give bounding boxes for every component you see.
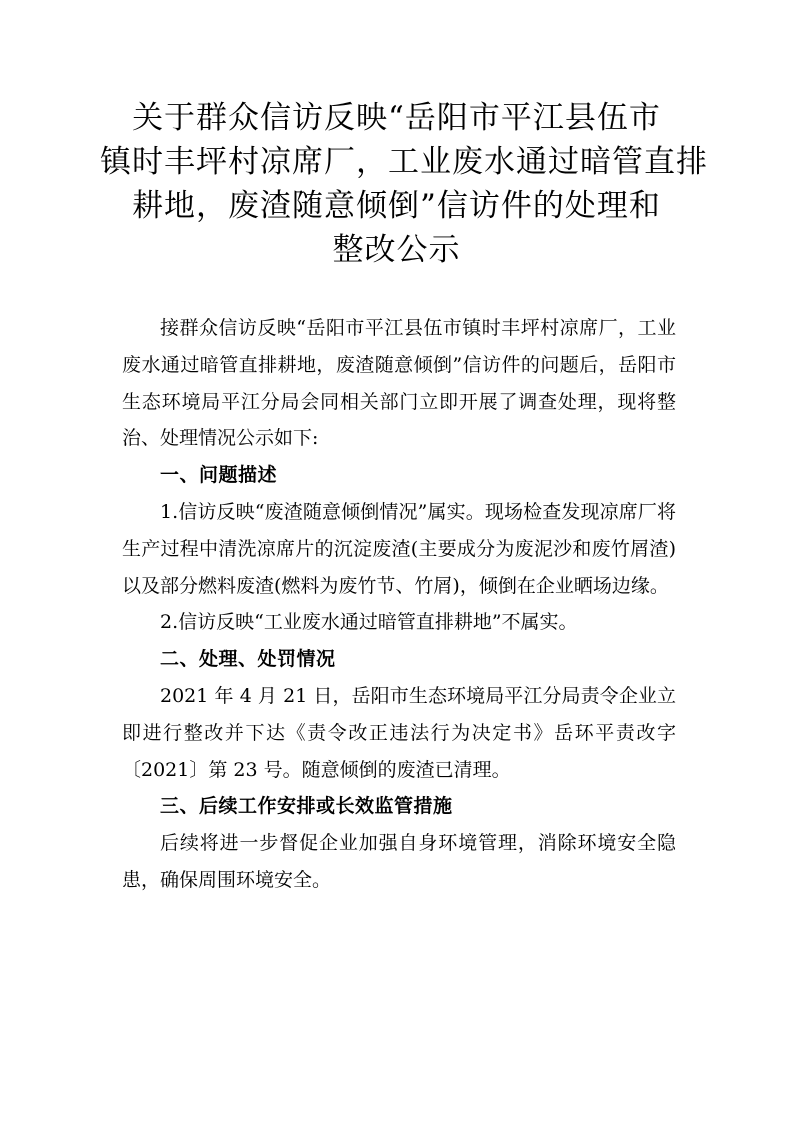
section-paragraph: 2.信访反映“工业废水通过暗管直排耕地”不属实。 — [160, 611, 578, 634]
section-heading-followup: 三、后续工作安排或长效监管措施 — [160, 795, 453, 818]
document-body — [122, 310, 676, 899]
section-heading-penalty: 二、处理、处罚情况 — [160, 648, 336, 671]
document-title — [100, 96, 708, 272]
title-line: 整改公示 — [332, 232, 461, 268]
title-line: 耕地，废渣随意倾倒”信访件的处理和 — [132, 188, 661, 224]
section-heading-problem: 一、问题描述 — [160, 464, 278, 487]
section-paragraph: 1.信访反映“废渣随意倾倒情况”属实。现场检查发现凉席厂将生产过程中清洗凉席片的沉淀废渣(主要成分为废泥沙和废竹屑渣)以及部分燃料废渣(燃料为废竹节、竹屑)，倾倒在企业晒场边缘。 — [122, 500, 676, 597]
section-paragraph: 2021 年 4 月 21 日，岳阳市生态环境局平江分局责令企业立即进行整改并下达《责令改正违法行为决定书》岳环平责改字〔2021〕第 23 号。随意倾倒的废渣已清理。 — [122, 684, 676, 781]
intro-paragraph: 接群众信访反映“岳阳市平江县伍市镇时丰坪村凉席厂，工业废水通过暗管直排耕地，废渣随意倾倒”信访件的问题后，岳阳市生态环境局平江分局会同相关部门立即开展了调查处理，现将整治、处理情况公示如下: — [122, 317, 676, 450]
title-line: 关于群众信访反映“岳阳市平江县伍市 — [132, 100, 661, 136]
title-line: 镇时丰坪村凉席厂，工业废水通过暗管直排 — [100, 144, 708, 180]
section-paragraph: 后续将进一步督促企业加强自身环境管理，消除环境安全隐患，确保周围环境安全。 — [122, 832, 676, 891]
